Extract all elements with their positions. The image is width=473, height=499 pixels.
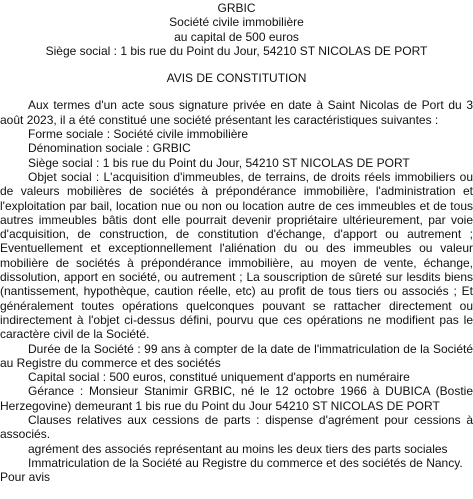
office-line: Siège social : 1 bis rue du Point du Jour, 54210 ST NICOLAS DE PORT — [28, 155, 410, 170]
purpose-paragraph: Objet social : L'acquisition d'immeubles, de terrains, de droits réels immobiliers ou de valeurs mobilières de sociétés à prépondérance immobilière, l'administration et l'exploitation par bail, location nue ou non ou location autre de ces immeubles et de tous autres immeubles bâtis dont elle pourrait devenir propriétaire ultérieurement, par voie d'acquisition, de construction, de constitution d'échange, d'apport ou autrement ; Eventuellement et exceptionnellement l'aliénation du ou des immeubles ou valeur mobilière de sociétés à prépondérance immobilière, au moyen de vente, échange, dissolution, apport en société, ou autrement ; La souscription de sûreté sur lesdits biens (nantissement, hypothèque, caution réelle, etc) au profit de tous tiers ou associés ; Et généralement toutes opérations quelconques pouvant se rattacher directement ou indirectement à l'objet ci-dessus défini, pourvu que ces opérations ne modifient pas le caractère civil de la Société. — [0, 169, 473, 342]
approval-line: agrément des associés représentant au moins les deux tiers des parts sociales — [28, 441, 448, 456]
manager-paragraph: Gérance : Monsieur Stanimir GRBIC, né le 12 octobre 1966 à DUBICA (Bostie Herzegovine) demeurant 1 bis rue du Point du Jour 54210 ST NICOLAS DE PORT — [0, 384, 473, 413]
company-capital: au capital de 500 euros — [174, 29, 299, 44]
legal-form-line: Forme sociale : Société civile immobilière — [28, 127, 249, 142]
registered-office: Siège social : 1 bis rue du Point du Jour, 54210 ST NICOLAS DE PORT — [45, 43, 428, 58]
company-name: GRBIC — [217, 1, 256, 15]
registration-line: Immatriculation de la Société au Registre du commerce et des sociétés de Nancy. — [28, 455, 463, 470]
closing-line: Pour avis — [0, 470, 51, 485]
notice-body — [0, 98, 473, 484]
legal-notice-document — [0, 1, 473, 485]
intro-paragraph: Aux termes d'un acte sous signature privée en date à Saint Nicolas de Port du 3 août 2023, il a été constitué une société présentant les caractéristiques suivantes : — [0, 98, 473, 127]
company-type: Société civile immobilière — [169, 15, 304, 30]
denomination-line: Dénomination sociale : GRBIC — [28, 141, 191, 156]
duration-paragraph: Durée de la Société : 99 ans à compter de la date de l'immatriculation de la Société au Registre du commerce et des sociétés — [0, 341, 473, 370]
share-capital-line: Capital social : 500 euros, constitué uniquement d'apports en numéraire — [28, 370, 410, 385]
share-transfer-paragraph: Clauses relatives aux cessions de parts : dispense d'agrément pour cessions à associés. — [0, 413, 473, 442]
notice-title: AVIS DE CONSTITUTION — [166, 71, 307, 86]
company-header — [0, 1, 473, 58]
